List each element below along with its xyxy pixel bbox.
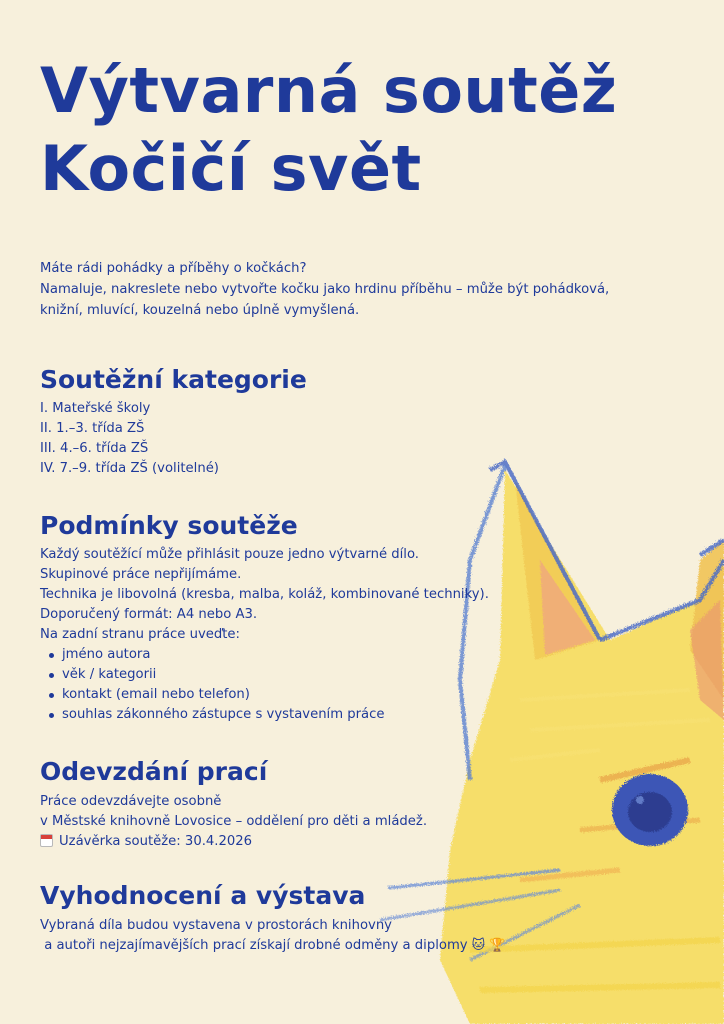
evaluation-line-2-text: a autoři nejzajímavějších prací získají drobné odměny a diplomy (40, 938, 468, 953)
condition-line: Doporučený formát: A4 nebo A3. (40, 607, 258, 622)
submission-heading: Odevzdání prací (40, 757, 268, 786)
title-line-2: Kočičí svět (40, 132, 422, 205)
intro-line-1: Máte rádi pohádky a příběhy o kočkách? (40, 261, 307, 276)
trophy-icon: 🏆 (489, 938, 506, 953)
calendar-icon (40, 834, 53, 847)
conditions-text (40, 545, 680, 725)
evaluation-line-2 (40, 936, 680, 956)
intro-line-2: Namaluje, nakreslete nebo vytvořte kočku jako hrdinu příběhu – může být pohádková, (40, 282, 610, 297)
deadline-text: Uzávěrka soutěže: 30.4.2026 (59, 834, 253, 849)
condition-line: Technika je libovolná (kresba, malba, koláž, kombinované techniky). (40, 587, 489, 602)
category-item: I. Mateřské školy (40, 401, 151, 416)
deadline-line (40, 832, 680, 852)
list-item: jméno autora (40, 645, 680, 665)
conditions-bullet-list (40, 645, 680, 725)
categories-heading: Soutěžní kategorie (40, 365, 307, 394)
category-item: III. 4.–6. třída ZŠ (40, 441, 149, 456)
evaluation-line-1: Vybraná díla budou vystavena v prostorách knihovny (40, 918, 392, 933)
intro-line-3: knižní, mluvící, kouzelná nebo úplně vymyšlená. (40, 303, 360, 318)
evaluation-heading: Vyhodnocení a výstava (40, 881, 366, 910)
category-item: II. 1.–3. třída ZŠ (40, 421, 145, 436)
categories-list (40, 399, 680, 479)
conditions-heading: Podmínky soutěže (40, 511, 298, 540)
evaluation-text (40, 916, 680, 956)
condition-line: Na zadní stranu práce uveďte: (40, 627, 240, 642)
title-line-1: Výtvarná soutěž (40, 54, 618, 127)
category-item: IV. 7.–9. třída ZŠ (volitelné) (40, 461, 219, 476)
list-item: souhlas zákonného zástupce s vystavením práce (40, 705, 680, 725)
condition-line: Každý soutěžící může přihlásit pouze jedno výtvarné dílo. (40, 547, 419, 562)
poster-title (40, 52, 617, 208)
submission-text (40, 792, 680, 852)
condition-line: Skupinové práce nepřijímáme. (40, 567, 242, 582)
list-item: kontakt (email nebo telefon) (40, 685, 680, 705)
cat-face-icon: 🐱 (471, 938, 486, 953)
submission-line-1: Práce odevzdávejte osobně (40, 794, 222, 809)
intro-text (40, 258, 680, 321)
list-item: věk / kategorii (40, 665, 680, 685)
submission-line-2: v Městské knihovně Lovosice – oddělení pro děti a mládež. (40, 814, 428, 829)
